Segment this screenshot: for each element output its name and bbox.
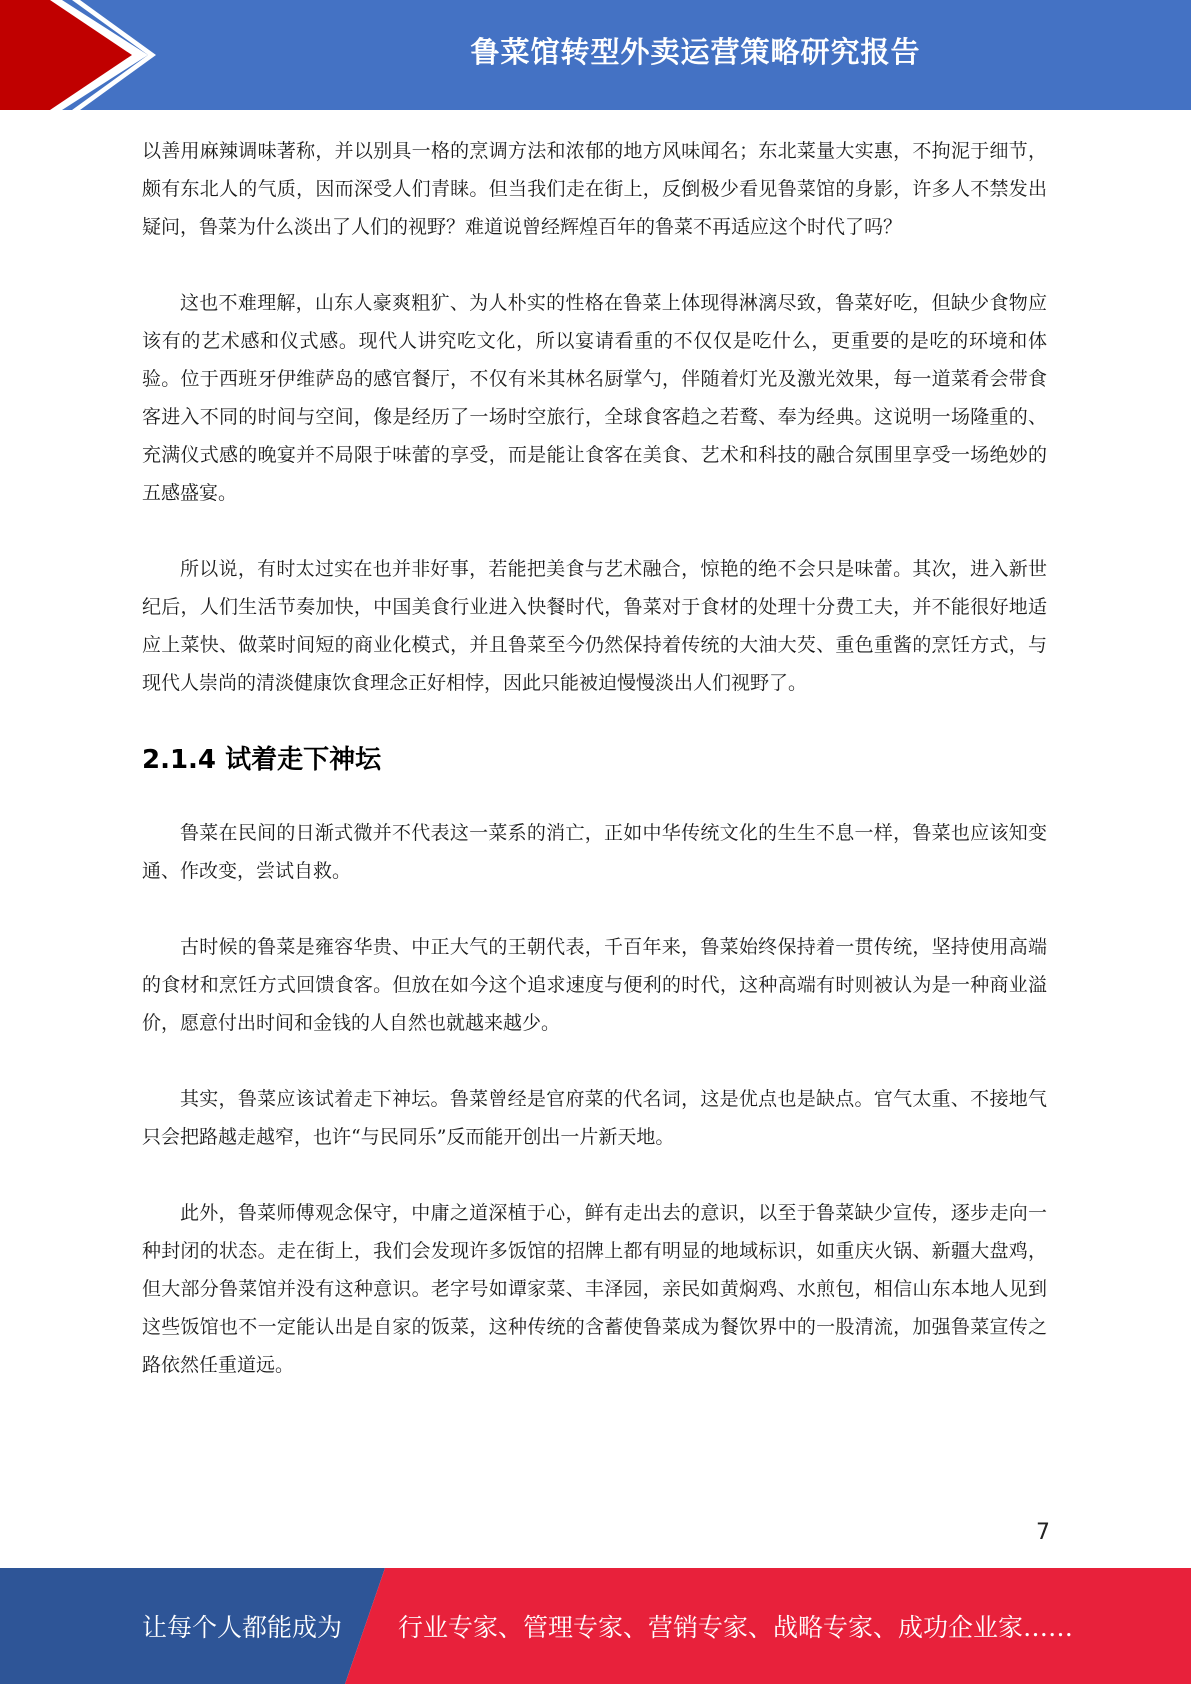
paragraph: 鲁菜在民间的日渐式微并不代表这一菜系的消亡，正如中华传统文化的生生不息一样，鲁菜也应该知变通、作改变，尝试自救。 xyxy=(142,822,1047,882)
paragraph: 以善用麻辣调味著称，并以别具一格的烹调方法和浓郁的地方风味闻名；东北菜量大实惠，不拘泥于细节，颇有东北人的气质，因而深受人们青睐。但当我们走在街上，反倒极少看见鲁菜馆的身影，许多人不禁发出疑问，鲁菜为什么淡出了人们的视野？难道说曾经辉煌百年的鲁菜不再适应这个时代了吗？ xyxy=(142,140,1047,238)
paragraph: 所以说，有时太过实在也并非好事，若能把美食与艺术融合，惊艳的绝不会只是味蕾。其次，进入新世纪后，人们生活节奏加快，中国美食行业进入快餐时代，鲁菜对于食材的处理十分费工夫，并不能很好地适应上菜快、做菜时间短的商业化模式，并且鲁菜至今仍然保持着传统的大油大芡、重色重酱的烹饪方式，与现代人崇尚的清淡健康饮食理念正好相悖，因此只能被迫慢慢淡出人们视野了。 xyxy=(142,558,1047,694)
paragraph: 古时候的鲁菜是雍容华贵、中正大气的王朝代表，千百年来，鲁菜始终保持着一贯传统，坚持使用高端的食材和烹饪方式回馈食客。但放在如今这个追求速度与便利的时代，这种高端有时则被认为是一种商业溢价，愿意付出时间和金钱的人自然也就越来越少。 xyxy=(142,936,1047,1034)
section-heading: 2.1.4 试着走下神坛 xyxy=(142,745,382,775)
document-body xyxy=(142,132,1047,1422)
header-title: 鲁菜馆转型外卖运营策略研究报告 xyxy=(470,34,921,69)
paragraph: 此外，鲁菜师傅观念保守，中庸之道深植于心，鲜有走出去的意识，以至于鲁菜缺少宣传，逐步走向一种封闭的状态。走在街上，我们会发现许多饭馆的招牌上都有明显的地域标识，如重庆火锅、新疆大盘鸡，但大部分鲁菜馆并没有这种意识。老字号如谭家菜、丰泽园，亲民如黄焖鸡、水煎包，相信山东本地人见到这些饭馆也不一定能认出是自家的饭菜，这种传统的含蓄使鲁菜成为餐饮界中的一股清流，加强鲁菜宣传之路依然任重道远。 xyxy=(142,1202,1047,1376)
footer-slogan-right: 行业专家、管理专家、营销专家、战略专家、成功企业家…… xyxy=(398,1613,1074,1642)
page-footer xyxy=(0,1568,1191,1684)
footer-slogan-left: 让每个人都能成为 xyxy=(142,1613,343,1642)
page-header xyxy=(0,0,1191,110)
paragraph: 其实，鲁菜应该试着走下神坛。鲁菜曾经是官府菜的代名词，这是优点也是缺点。官气太重、不接地气只会把路越走越窄，也许“与民同乐”反而能开创出一片新天地。 xyxy=(142,1088,1047,1148)
page-number: 7 xyxy=(1036,1520,1050,1545)
paragraph: 这也不难理解，山东人豪爽粗犷、为人朴实的性格在鲁菜上体现得淋漓尽致，鲁菜好吃，但缺少食物应该有的艺术感和仪式感。现代人讲究吃文化，所以宴请看重的不仅仅是吃什么，更重要的是吃的环境和体验。位于西班牙伊维萨岛的感官餐厅，不仅有米其林名厨掌勺，伴随着灯光及激光效果，每一道菜肴会带食客进入不同的时间与空间，像是经历了一场时空旅行，全球食客趋之若鹜、奉为经典。这说明一场隆重的、充满仪式感的晚宴并不局限于味蕾的享受，而是能让食客在美食、艺术和科技的融合氛围里享受一场绝妙的五感盛宴。 xyxy=(142,292,1047,504)
